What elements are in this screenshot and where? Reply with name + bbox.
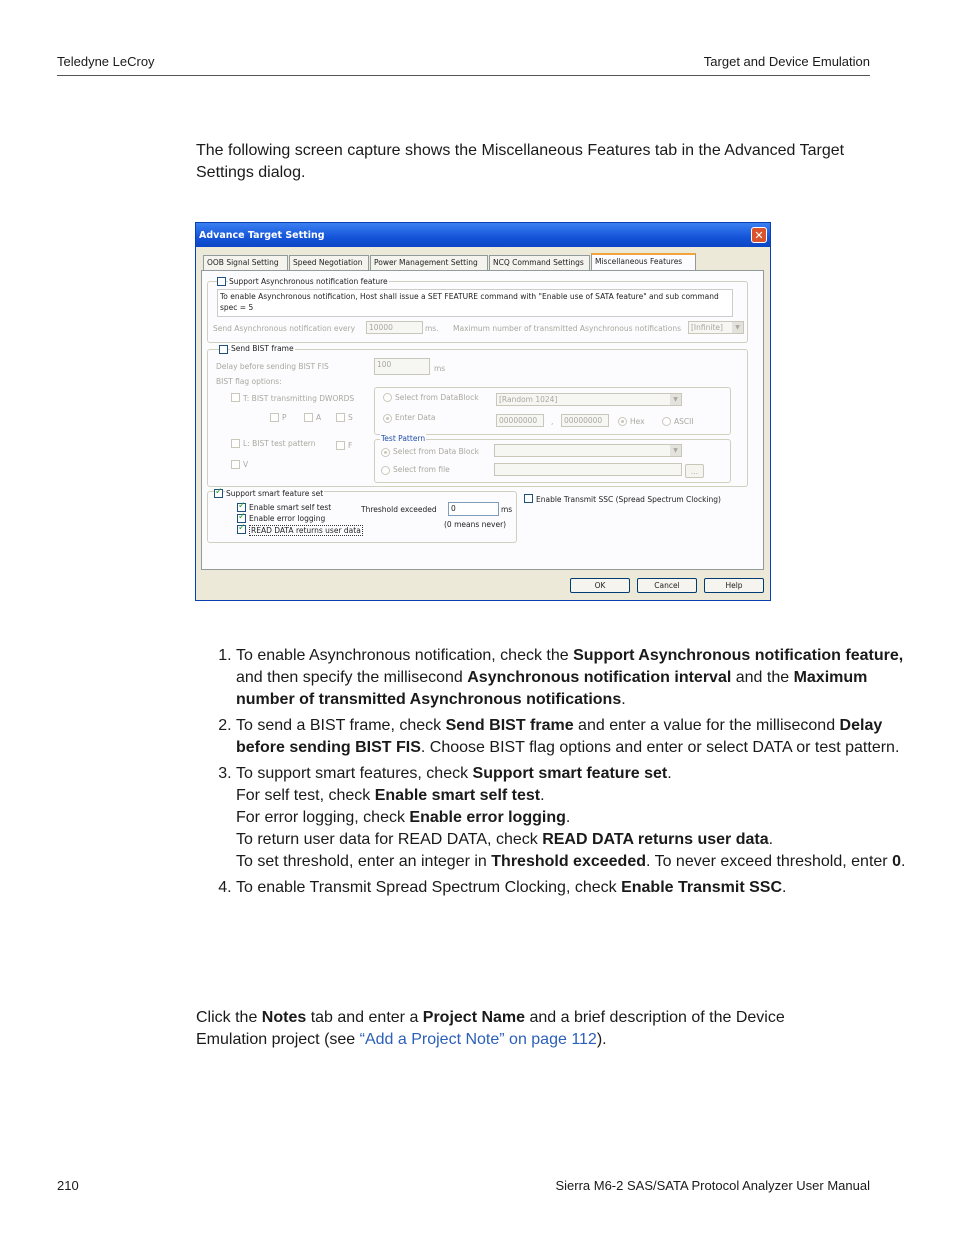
flag-s-label: S (348, 413, 353, 422)
outro-paragraph: Click the Notes tab and enter a Project Name and a brief description of the Device Emulation project (see “Add a Project Note” on page 112). (196, 1009, 785, 1048)
select-file-radio[interactable] (381, 466, 390, 475)
ok-button[interactable]: OK (570, 578, 630, 593)
close-icon[interactable]: ✕ (751, 227, 767, 243)
max-async-label: Maximum number of transmitted Asynchronous notifications (453, 324, 682, 333)
read-data-label: READ DATA returns user data (251, 526, 361, 535)
data-input-2[interactable]: 00000000 (561, 414, 609, 427)
browse-button[interactable]: ... (685, 464, 704, 478)
tab-speed-negotiation[interactable]: Speed Negotiation (289, 255, 369, 270)
flag-l-checkbox[interactable] (231, 439, 240, 448)
bist-delay-input[interactable]: 100 (374, 358, 430, 375)
flag-a-label: A (316, 413, 322, 422)
advance-target-setting-dialog (195, 222, 771, 601)
data-input-1[interactable]: 00000000 (496, 414, 544, 427)
threshold-input[interactable]: 0 (448, 502, 499, 516)
cancel-button[interactable]: Cancel (637, 578, 697, 593)
async-checkbox[interactable] (217, 277, 226, 286)
chevron-down-icon: ▼ (670, 394, 681, 405)
smart-checkbox-label: Support smart feature set (226, 489, 324, 498)
project-note-link[interactable]: “Add a Project Note” on page 112 (359, 1031, 597, 1048)
flag-v-label: V (243, 460, 249, 469)
select-data-block-radio[interactable] (381, 448, 390, 457)
tab-miscellaneous-features[interactable]: Miscellaneous Features (591, 253, 696, 271)
max-async-select[interactable] (688, 321, 744, 334)
step-4: 4. To enable Transmit Spread Spectrum Clocking, check Enable Transmit SSC. (236, 877, 911, 899)
bist-checkbox[interactable] (219, 345, 228, 354)
threshold-label: Threshold exceeded (361, 505, 437, 514)
file-input[interactable] (494, 463, 682, 476)
bist-flag-label: BIST flag options: (216, 377, 282, 386)
enter-data-label: Enter Data (395, 413, 436, 422)
datablock-select[interactable] (496, 393, 682, 406)
select-datablock-radio[interactable] (383, 393, 392, 402)
async-interval-unit: ms. (425, 324, 439, 333)
ssc-checkbox[interactable] (524, 494, 533, 503)
step-2: 2. To send a BIST frame, check Send BIST frame and enter a value for the millisecond Delay before sending BIST FIS. Choose BIST flag options and enter or select DATA or test pattern. (236, 715, 911, 759)
smart-checkbox[interactable] (214, 489, 223, 498)
dialog-titlebar (196, 223, 770, 247)
flag-s-checkbox[interactable] (336, 413, 345, 422)
step-1: 1. To enable Asynchronous notification, check the Support Asynchronous notification feature, and then specify the millisecond Asynchronous notification interval and the Maximum number of transmitted Asynchronous notifications. (236, 645, 911, 711)
flag-v-checkbox[interactable] (231, 460, 240, 469)
async-interval-label: Send Asynchronous notification every (213, 324, 356, 333)
chevron-down-icon: ▼ (732, 322, 743, 333)
header-rule (57, 75, 870, 76)
flag-l-label: L: BIST test pattern (243, 439, 316, 448)
hex-label: Hex (630, 417, 645, 426)
enter-data-radio[interactable] (383, 414, 392, 423)
dialog-title: Advance Target Setting (199, 230, 325, 241)
ssc-label: Enable Transmit SSC (Spread Spectrum Clocking) (536, 495, 721, 504)
tab-power-management-setting[interactable]: Power Management Setting (370, 255, 488, 270)
select-file-label: Select from file (393, 465, 450, 474)
bist-delay-unit: ms (434, 364, 446, 373)
error-logging-checkbox[interactable] (237, 514, 246, 523)
smart-self-test-label: Enable smart self test (249, 503, 332, 512)
smart-self-test-checkbox[interactable] (237, 503, 246, 512)
ascii-radio[interactable] (662, 417, 671, 426)
async-note: To enable Asynchronous notification, Host shall issue a SET FEATURE command with "Enable use of SATA feature" and sub command spec = 5 (217, 289, 733, 317)
datablock-value: [Random 1024] (499, 395, 558, 404)
intro-paragraph: The following screen capture shows the Miscellaneous Features tab in the Advanced Target Settings dialog. (196, 142, 845, 181)
max-async-value: [Infinite] (691, 323, 723, 332)
bist-checkbox-label: Send BIST frame (231, 344, 294, 353)
threshold-unit: ms (501, 505, 513, 514)
ascii-label: ASCII (674, 417, 694, 426)
steps-list (196, 645, 911, 903)
flag-t-label: T: BIST transmitting DWORDS (243, 394, 355, 403)
error-logging-label: Enable error logging (249, 514, 326, 523)
bist-delay-label: Delay before sending BIST FIS (216, 362, 329, 371)
data-block-select[interactable] (494, 444, 682, 457)
page-number: 210 (57, 1178, 79, 1193)
data-comma: , (551, 417, 554, 426)
header-left: Teledyne LeCroy (57, 54, 155, 69)
test-pattern-legend: Test Pattern (381, 434, 426, 443)
async-interval-input[interactable]: 10000 (366, 321, 423, 334)
select-datablock-label: Select from DataBlock (395, 393, 479, 402)
tab-oob-signal-setting[interactable]: OOB Signal Setting (203, 255, 288, 270)
flag-f-checkbox[interactable] (336, 441, 345, 450)
flag-t-checkbox[interactable] (231, 393, 240, 402)
hex-radio[interactable] (618, 417, 627, 426)
async-checkbox-label: Support Asynchronous notification feature (229, 277, 388, 286)
select-data-block-label: Select from Data Block (393, 447, 479, 456)
tab-ncq-command-settings[interactable]: NCQ Command Settings (489, 255, 590, 270)
chevron-down-icon: ▼ (670, 445, 681, 456)
footer-title: Sierra M6-2 SAS/SATA Protocol Analyzer User Manual (555, 1178, 870, 1193)
flag-a-checkbox[interactable] (304, 413, 313, 422)
flag-p-label: P (282, 413, 287, 422)
flag-p-checkbox[interactable] (270, 413, 279, 422)
help-button[interactable]: Help (704, 578, 764, 593)
read-data-checkbox[interactable] (237, 525, 246, 534)
threshold-note: (0 means never) (444, 520, 507, 529)
step-3: 3. To support smart features, check Support smart feature set. For self test, check Enable smart self test. For error logging, check Enable error logging. To return user data for READ DATA, check READ DATA returns user data. To set threshold, enter an integer in Threshold exceeded. To never exceed threshold, enter 0. (236, 763, 911, 873)
header-right: Target and Device Emulation (703, 54, 870, 69)
flag-f-label: F (348, 441, 353, 450)
